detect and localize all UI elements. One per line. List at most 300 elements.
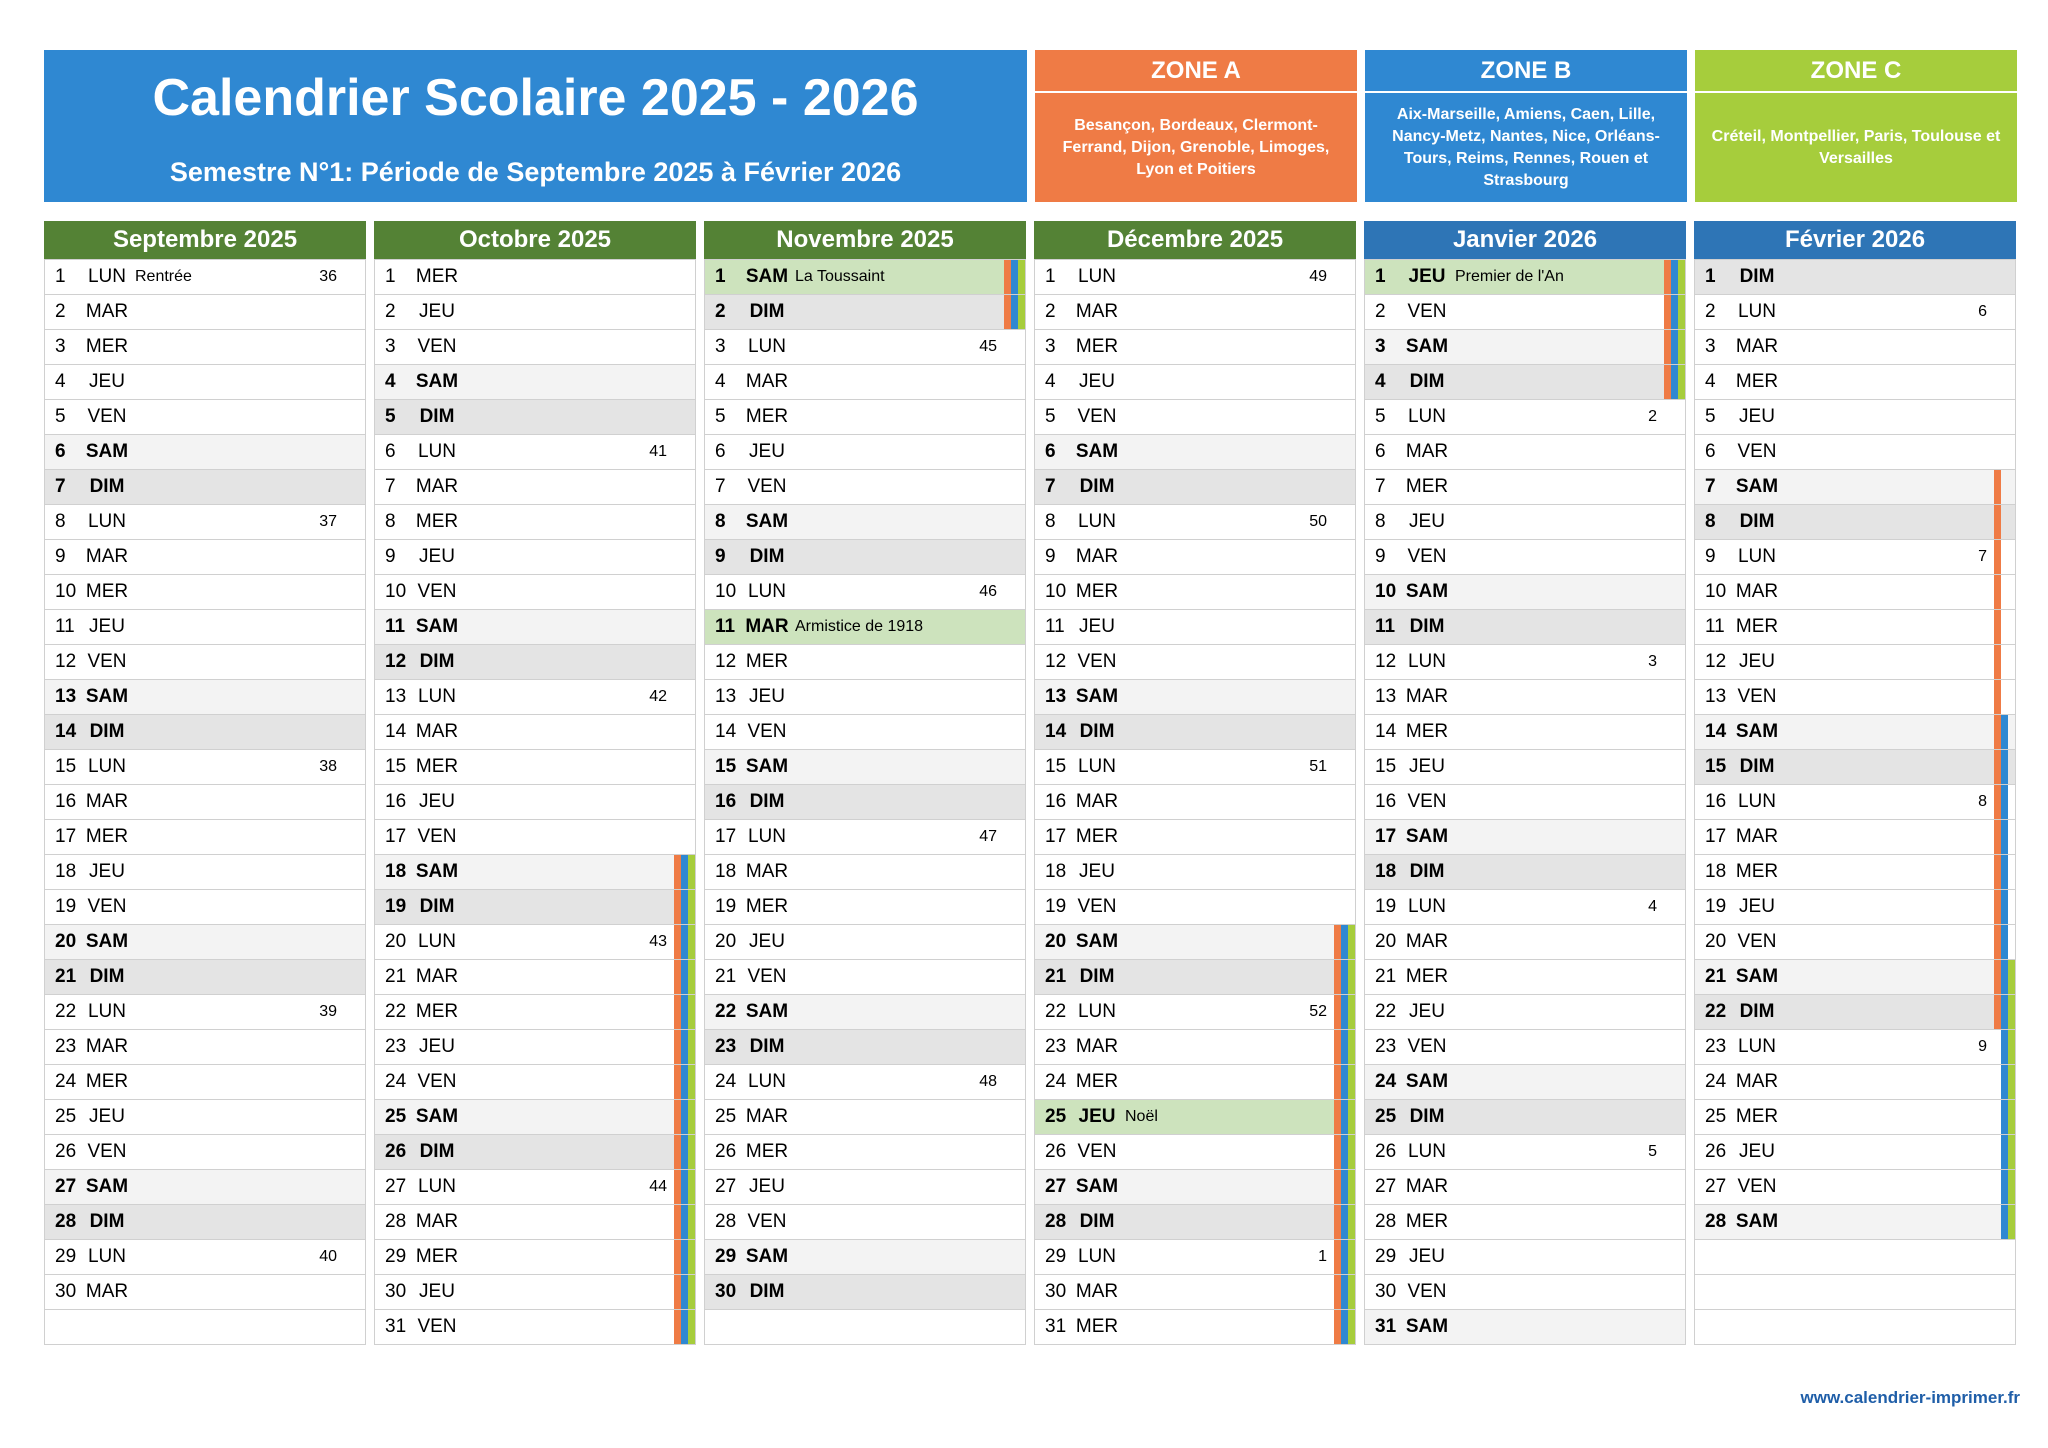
- day-name: LUN: [1077, 1246, 1116, 1267]
- day-number: 21: [1045, 966, 1067, 987]
- day-row: [1695, 434, 2015, 469]
- vacation-bar-zone-c: [1018, 295, 1025, 329]
- day-number: 24: [1045, 1071, 1067, 1092]
- vacation-bar-zone-b: [2001, 680, 2008, 714]
- day-number: 29: [1375, 1246, 1397, 1267]
- day-number: 8: [1705, 511, 1716, 532]
- day-name: DIM: [419, 896, 455, 917]
- day-row: [1035, 1134, 1355, 1169]
- day-name: SAM: [1735, 1211, 1779, 1232]
- vacation-bar-zone-b: [2001, 855, 2008, 889]
- month-column: [374, 221, 696, 1345]
- day-row: [375, 434, 695, 469]
- vacation-bar-zone-c: [688, 960, 695, 994]
- day-row: [705, 1064, 1025, 1099]
- day-number: 29: [55, 1246, 77, 1267]
- day-number: 2: [55, 301, 66, 322]
- day-row: [375, 1064, 695, 1099]
- day-row: [45, 714, 365, 749]
- day-number: 10: [55, 581, 77, 602]
- day-number: 28: [55, 1211, 77, 1232]
- day-row: [1365, 364, 1685, 399]
- day-number: 26: [1705, 1141, 1727, 1162]
- day-number: 3: [385, 336, 396, 357]
- zone-c-label: ZONE C: [1695, 50, 2017, 93]
- day-name: MAR: [1075, 1281, 1119, 1302]
- empty-row: [705, 1309, 1025, 1344]
- day-number: 19: [1375, 896, 1397, 917]
- day-name: VEN: [747, 476, 787, 497]
- day-row: [45, 1029, 365, 1064]
- day-row: [375, 1239, 695, 1274]
- day-name: DIM: [1079, 476, 1115, 497]
- day-name: DIM: [1739, 756, 1775, 777]
- vacation-bar-zone-c: [2008, 1170, 2015, 1204]
- day-row: [45, 1169, 365, 1204]
- day-row: [1695, 854, 2015, 889]
- vacation-bars: [1994, 820, 2015, 854]
- day-row: [705, 399, 1025, 434]
- day-row: [705, 1029, 1025, 1064]
- day-name: MER: [745, 1141, 789, 1162]
- day-number: 9: [1375, 546, 1386, 567]
- day-row: [375, 749, 695, 784]
- day-number: 6: [55, 441, 66, 462]
- vacation-bar-zone-a: [1994, 750, 2001, 784]
- day-row: [1365, 1169, 1685, 1204]
- day-row: [1695, 749, 2015, 784]
- vacation-bar-zone-c: [688, 1065, 695, 1099]
- vacation-bars: [674, 1030, 695, 1064]
- vacation-bars: [674, 1275, 695, 1309]
- day-number: 20: [1375, 931, 1397, 952]
- vacation-bar-zone-c: [1678, 330, 1685, 364]
- day-name: JEU: [749, 1176, 785, 1197]
- day-name: JEU: [1409, 511, 1445, 532]
- day-row: [45, 259, 365, 294]
- day-row: [45, 1239, 365, 1274]
- day-number: 30: [385, 1281, 407, 1302]
- vacation-bar-zone-c: [1348, 1100, 1355, 1134]
- day-row: [1695, 329, 2015, 364]
- month-header: Février 2026: [1694, 221, 2016, 259]
- day-name: VEN: [1077, 896, 1117, 917]
- day-name: MER: [1075, 336, 1119, 357]
- day-row: [375, 1099, 695, 1134]
- vacation-bars: [1994, 785, 2015, 819]
- vacation-bars: [1334, 1135, 1355, 1169]
- title-banner: [44, 50, 1027, 202]
- day-number: 5: [55, 406, 66, 427]
- day-name: LUN: [1407, 406, 1446, 427]
- day-number: 10: [715, 581, 737, 602]
- week-number: 46: [979, 583, 997, 600]
- day-number: 15: [715, 756, 737, 777]
- day-number: 15: [1375, 756, 1397, 777]
- vacation-bars: [1994, 715, 2015, 749]
- day-number: 18: [1375, 861, 1397, 882]
- vacation-bars: [1994, 750, 2015, 784]
- day-number: 5: [1705, 406, 1716, 427]
- day-row: [375, 259, 695, 294]
- vacation-bar-zone-a: [674, 925, 681, 959]
- day-name: VEN: [747, 721, 787, 742]
- vacation-bars: [1994, 505, 2015, 539]
- day-row: [375, 609, 695, 644]
- vacation-bar-zone-c: [688, 1240, 695, 1274]
- day-number: 10: [385, 581, 407, 602]
- day-row: [1365, 644, 1685, 679]
- vacation-bar-zone-b: [1671, 295, 1678, 329]
- day-row: [1365, 784, 1685, 819]
- vacation-bar-zone-c: [2008, 855, 2015, 889]
- day-number: 14: [1375, 721, 1397, 742]
- day-row: [1035, 294, 1355, 329]
- day-row: [1695, 1099, 2015, 1134]
- day-row: [705, 1099, 1025, 1134]
- day-row: [1695, 1204, 2015, 1239]
- day-row: [375, 1274, 695, 1309]
- day-number: 25: [385, 1106, 407, 1127]
- vacation-bar-zone-b: [2001, 785, 2008, 819]
- vacation-bars: [1994, 1030, 2015, 1064]
- day-row: [1695, 714, 2015, 749]
- day-number: 27: [385, 1176, 407, 1197]
- day-name: MER: [1075, 1071, 1119, 1092]
- day-number: 9: [1045, 546, 1056, 567]
- day-name: MAR: [1405, 686, 1449, 707]
- day-name: VEN: [1077, 651, 1117, 672]
- day-name: SAM: [85, 1176, 129, 1197]
- day-number: 16: [55, 791, 77, 812]
- vacation-bar-zone-b: [2001, 1100, 2008, 1134]
- day-row: [1035, 329, 1355, 364]
- week-number: 52: [1309, 1003, 1327, 1020]
- day-number: 31: [1375, 1316, 1397, 1337]
- day-name: DIM: [1409, 1106, 1445, 1127]
- day-name: MER: [415, 266, 459, 287]
- day-row: [1365, 329, 1685, 364]
- day-row: [45, 959, 365, 994]
- day-number: 26: [1045, 1141, 1067, 1162]
- day-name: MAR: [415, 476, 459, 497]
- day-name: MER: [1735, 1106, 1779, 1127]
- vacation-bar-zone-c: [1678, 295, 1685, 329]
- day-name: LUN: [1407, 651, 1446, 672]
- week-number: 36: [319, 268, 337, 285]
- day-number: 13: [55, 686, 77, 707]
- footer-url[interactable]: www.calendrier-imprimer.fr: [1800, 1388, 2020, 1407]
- day-row: [1035, 469, 1355, 504]
- vacation-bars: [674, 925, 695, 959]
- day-number: 26: [715, 1141, 737, 1162]
- day-number: 16: [1375, 791, 1397, 812]
- day-name: SAM: [1405, 1316, 1449, 1337]
- vacation-bar-zone-a: [1994, 1100, 2001, 1134]
- day-number: 2: [715, 301, 726, 322]
- day-row: [1035, 679, 1355, 714]
- day-name: LUN: [417, 931, 456, 952]
- vacation-bar-zone-a: [674, 890, 681, 924]
- empty-row: [45, 1309, 365, 1344]
- day-row: [45, 399, 365, 434]
- vacation-bar-zone-c: [1348, 1310, 1355, 1344]
- day-name: MAR: [85, 301, 129, 322]
- day-row: [375, 539, 695, 574]
- day-name: DIM: [419, 651, 455, 672]
- day-row: [1365, 1134, 1685, 1169]
- vacation-bar-zone-b: [1341, 1030, 1348, 1064]
- day-name: JEU: [419, 1036, 455, 1057]
- vacation-bars: [1664, 365, 1685, 399]
- day-row: [1035, 1029, 1355, 1064]
- day-row: [705, 469, 1025, 504]
- day-number: 12: [1705, 651, 1727, 672]
- day-name: MER: [415, 756, 459, 777]
- day-row: [45, 924, 365, 959]
- day-name: MAR: [1405, 931, 1449, 952]
- week-number: 41: [649, 443, 667, 460]
- zone-c-box: [1695, 50, 2017, 202]
- day-number: 10: [1375, 581, 1397, 602]
- day-name: MER: [1075, 581, 1119, 602]
- vacation-bars: [674, 855, 695, 889]
- day-number: 8: [55, 511, 66, 532]
- month-header: Novembre 2025: [704, 221, 1026, 259]
- vacation-bar-zone-c: [1678, 365, 1685, 399]
- day-name: MER: [85, 1071, 129, 1092]
- day-row: [1365, 854, 1685, 889]
- day-row: [375, 714, 695, 749]
- day-row: [705, 294, 1025, 329]
- vacation-bars: [1334, 1170, 1355, 1204]
- week-number: 6: [1978, 303, 1987, 320]
- week-number: 4: [1648, 898, 1657, 915]
- day-name: SAM: [745, 266, 789, 287]
- zone-b-box: [1365, 50, 1687, 202]
- day-row: [705, 1204, 1025, 1239]
- vacation-bar-zone-c: [688, 1135, 695, 1169]
- vacation-bars: [1334, 995, 1355, 1029]
- day-number: 13: [715, 686, 737, 707]
- day-row: [1035, 1064, 1355, 1099]
- day-name: SAM: [1075, 931, 1119, 952]
- day-name: DIM: [1409, 616, 1445, 637]
- day-note: Noël: [1125, 1108, 1158, 1125]
- day-name: LUN: [87, 511, 126, 532]
- day-name: DIM: [89, 966, 125, 987]
- day-name: VEN: [1737, 686, 1777, 707]
- day-row: [1035, 399, 1355, 434]
- vacation-bar-zone-b: [681, 1310, 688, 1344]
- day-name: MER: [1405, 966, 1449, 987]
- day-number: 20: [55, 931, 77, 952]
- day-number: 2: [1705, 301, 1716, 322]
- day-number: 7: [1375, 476, 1386, 497]
- day-name: LUN: [747, 826, 786, 847]
- day-name: JEU: [749, 686, 785, 707]
- day-row: [1365, 1099, 1685, 1134]
- day-number: 19: [1705, 896, 1727, 917]
- vacation-bar-zone-c: [2008, 470, 2015, 504]
- vacation-bar-zone-c: [688, 925, 695, 959]
- day-name: JEU: [1079, 861, 1115, 882]
- vacation-bar-zone-a: [1994, 820, 2001, 854]
- day-name: VEN: [417, 581, 457, 602]
- day-row: [1365, 574, 1685, 609]
- day-number: 12: [1045, 651, 1067, 672]
- vacation-bar-zone-c: [2008, 1135, 2015, 1169]
- vacation-bar-zone-c: [1348, 1135, 1355, 1169]
- vacation-bar-zone-a: [1334, 1030, 1341, 1064]
- vacation-bars: [674, 1065, 695, 1099]
- day-number: 11: [385, 616, 406, 637]
- day-row: [1035, 539, 1355, 574]
- day-name: JEU: [89, 1106, 125, 1127]
- day-number: 17: [1045, 826, 1067, 847]
- vacation-bars: [1334, 1100, 1355, 1134]
- day-row: [1695, 784, 2015, 819]
- month-column: [1364, 221, 1686, 1345]
- vacation-bar-zone-b: [2001, 610, 2008, 644]
- day-row: [45, 784, 365, 819]
- vacation-bars: [1334, 1240, 1355, 1274]
- day-row: [375, 1029, 695, 1064]
- day-name: DIM: [1079, 1211, 1115, 1232]
- day-name: JEU: [1739, 1141, 1775, 1162]
- day-row: [375, 1134, 695, 1169]
- day-number: 4: [1045, 371, 1056, 392]
- day-number: 12: [385, 651, 407, 672]
- zone-b-cities: Aix-Marseille, Amiens, Caen, Lille, Nancy-Metz, Nantes, Nice, Orléans-Tours, Reims, Rennes, Rouen et Strasbourg: [1392, 105, 1660, 189]
- vacation-bar-zone-b: [1341, 1065, 1348, 1099]
- vacation-bar-zone-b: [681, 890, 688, 924]
- vacation-bars: [674, 960, 695, 994]
- day-note: Armistice de 1918: [795, 618, 924, 635]
- day-number: 23: [1375, 1036, 1397, 1057]
- week-number: 42: [649, 688, 667, 705]
- day-row: [1035, 504, 1355, 539]
- vacation-bar-zone-a: [1994, 785, 2001, 819]
- day-name: VEN: [1737, 1176, 1777, 1197]
- vacation-bar-zone-c: [2008, 925, 2015, 959]
- day-number: 23: [385, 1036, 407, 1057]
- day-row: [45, 364, 365, 399]
- day-row: [45, 574, 365, 609]
- day-name: MAR: [1735, 1071, 1779, 1092]
- day-name: DIM: [1079, 721, 1115, 742]
- vacation-bars: [1994, 1100, 2015, 1134]
- vacation-bar-zone-a: [674, 1310, 681, 1344]
- day-number: 23: [1045, 1036, 1067, 1057]
- day-row: [705, 504, 1025, 539]
- day-name: MER: [745, 896, 789, 917]
- day-number: 23: [715, 1036, 737, 1057]
- day-row: [1365, 259, 1685, 294]
- day-name: LUN: [1077, 511, 1116, 532]
- vacation-bar-zone-a: [674, 960, 681, 994]
- day-row: [375, 924, 695, 959]
- zone-a-label: ZONE A: [1035, 50, 1357, 93]
- page-subtitle: Semestre N°1: Période de Septembre 2025 à Février 2026: [169, 157, 902, 187]
- vacation-bar-zone-a: [1334, 1065, 1341, 1099]
- day-number: 23: [55, 1036, 77, 1057]
- day-note: Rentrée: [135, 268, 192, 285]
- day-name: VEN: [1407, 1036, 1447, 1057]
- day-row: [1695, 1064, 2015, 1099]
- day-name: LUN: [1077, 266, 1116, 287]
- day-name: JEU: [419, 301, 455, 322]
- vacation-bar-zone-b: [681, 960, 688, 994]
- day-number: 18: [55, 861, 77, 882]
- day-number: 28: [385, 1211, 407, 1232]
- day-row: [375, 1309, 695, 1344]
- empty-row: [1695, 1239, 2015, 1274]
- day-row: [375, 364, 695, 399]
- vacation-bar-zone-b: [1671, 365, 1678, 399]
- day-name: JEU: [1409, 756, 1445, 777]
- vacation-bar-zone-b: [2001, 505, 2008, 539]
- day-name: MER: [1405, 1211, 1449, 1232]
- day-name: LUN: [87, 756, 126, 777]
- day-number: 6: [1045, 441, 1056, 462]
- day-row: [45, 504, 365, 539]
- day-number: 27: [1705, 1176, 1727, 1197]
- month-column: [1034, 221, 1356, 1345]
- day-number: 1: [55, 266, 66, 287]
- week-number: 1: [1318, 1248, 1327, 1265]
- day-row: [1695, 924, 2015, 959]
- day-name: MAR: [1735, 581, 1779, 602]
- vacation-bar-zone-b: [1341, 960, 1348, 994]
- day-row: [45, 329, 365, 364]
- day-row: [705, 1274, 1025, 1309]
- day-row: [1365, 924, 1685, 959]
- day-number: 11: [715, 616, 736, 637]
- day-number: 25: [715, 1106, 737, 1127]
- day-number: 7: [55, 476, 66, 497]
- day-number: 21: [385, 966, 407, 987]
- day-number: 6: [1705, 441, 1716, 462]
- vacation-bar-zone-c: [688, 995, 695, 1029]
- vacation-bar-zone-b: [2001, 1205, 2008, 1239]
- day-name: SAM: [1405, 826, 1449, 847]
- day-row: [1365, 819, 1685, 854]
- day-row: [1365, 539, 1685, 574]
- day-name: DIM: [749, 546, 785, 567]
- day-row: [45, 469, 365, 504]
- day-row: [705, 1239, 1025, 1274]
- vacation-bar-zone-c: [2008, 680, 2015, 714]
- empty-row: [1695, 1309, 2015, 1344]
- day-number: 16: [385, 791, 407, 812]
- day-number: 1: [1375, 266, 1386, 287]
- week-number: 47: [979, 828, 997, 845]
- day-name: MAR: [1075, 1036, 1119, 1057]
- vacation-bar-zone-a: [1664, 295, 1671, 329]
- day-name: JEU: [749, 441, 785, 462]
- day-number: 25: [1045, 1106, 1067, 1127]
- day-note: Premier de l'An: [1455, 268, 1564, 285]
- vacation-bars: [1334, 1310, 1355, 1344]
- day-row: [1035, 889, 1355, 924]
- vacation-bar-zone-a: [1994, 540, 2001, 574]
- week-number: 39: [319, 1003, 337, 1020]
- day-number: 16: [1045, 791, 1067, 812]
- vacation-bars: [674, 1205, 695, 1239]
- vacation-bar-zone-c: [2008, 960, 2015, 994]
- day-row: [375, 469, 695, 504]
